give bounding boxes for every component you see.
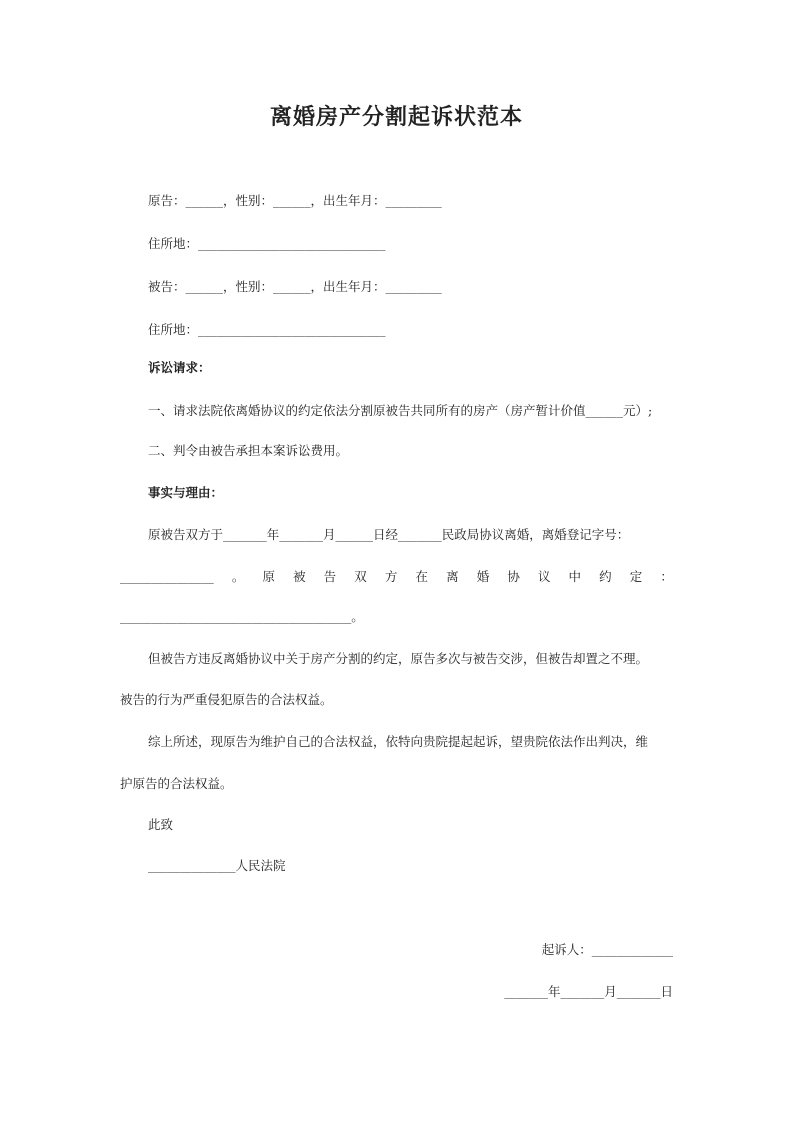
facts-line-2-part: 告 — [323, 569, 337, 584]
facts-line-2-part: 在 — [415, 569, 429, 584]
facts-heading: 事实与理由： — [148, 485, 224, 500]
facts-line-3: _____________________________________。 — [120, 609, 364, 624]
claim-2: 二、判令由被告承担本案诉讼费用。 — [148, 443, 349, 458]
para-violation-2: 被告的行为严重侵犯原告的合法权益。 — [120, 692, 333, 707]
facts-line-2-part: 双 — [354, 569, 367, 584]
para-summary-2: 护原告的合法权益。 — [120, 776, 233, 791]
document-title: 离婚房产分割起诉状范本 — [269, 104, 523, 130]
defendant-line: 被告：______，性别：______，出生年月：_________ — [148, 279, 442, 294]
facts-line-2-part: 中 — [568, 569, 582, 584]
court-name: ______________人民法院 — [148, 858, 286, 873]
facts-line-2-part: 约 — [599, 569, 612, 584]
claims-heading: 诉讼请求： — [148, 360, 211, 375]
signer-line: 起诉人：_____________ — [541, 942, 673, 957]
facts-line-2-part: 议 — [537, 569, 551, 584]
para-summary-1: 综上所述，现原告为维护自己的合法权益，依特向贵院提起起诉，望贵院依法作出判决，维 — [148, 734, 649, 749]
facts-line-2-part: 离 — [446, 569, 459, 584]
facts-line-2-part: 协 — [507, 569, 520, 584]
facts-line-2-part: 原 — [262, 569, 275, 584]
plaintiff-address: 住所地：______________________________ — [148, 236, 386, 251]
date-line: _______年_______月_______日 — [504, 984, 673, 999]
facts-line-2-part: ： — [660, 569, 673, 584]
facts-line-2 — [120, 569, 673, 585]
facts-line-2-part: _______________ — [120, 569, 214, 584]
facts-line-2-part: 被 — [293, 569, 306, 584]
claim-1: 一、请求法院依离婚协议的约定依法分割原被告共同所有的房产（房产暂计价值______元）; — [148, 403, 653, 418]
facts-line-2-part: 。 — [231, 569, 245, 584]
facts-line-2-part: 定 — [629, 569, 643, 584]
closing-salutation: 此致 — [148, 817, 174, 832]
facts-line-2-part: 婚 — [476, 569, 490, 584]
facts-line-2-part: 方 — [384, 569, 398, 584]
plaintiff-line: 原告：______，性别：______，出生年月：_________ — [148, 193, 442, 208]
defendant-address: 住所地：______________________________ — [148, 322, 386, 337]
facts-line-1: 原被告双方于_______年_______月______日经_______民政局协议离婚，离婚登记字号： — [148, 527, 630, 542]
para-violation-1: 但被告方违反离婚协议中关于房产分割的约定，原告多次与被告交涉，但被告却置之不理。 — [148, 651, 649, 666]
